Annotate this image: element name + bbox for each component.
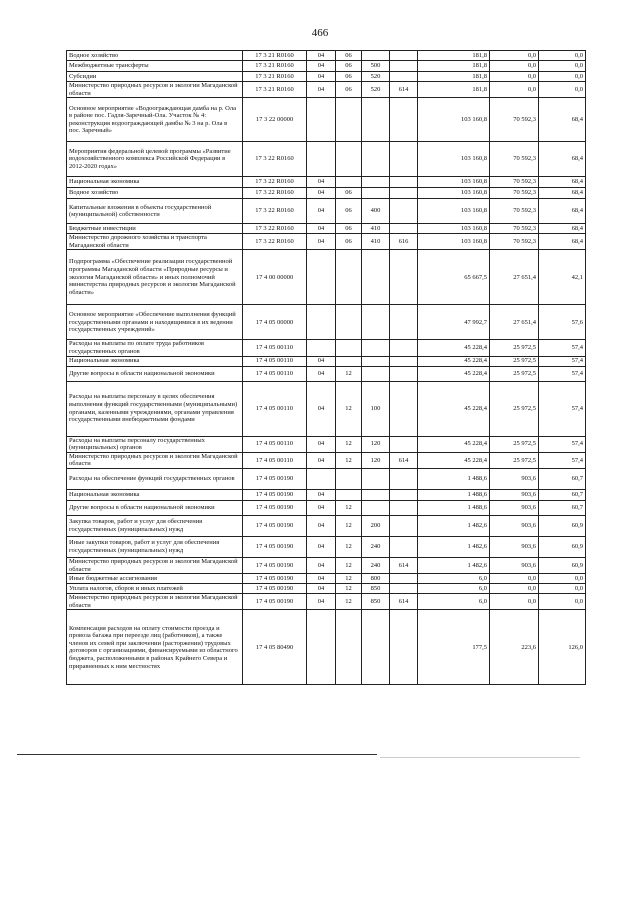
row-name-cell: Расходы на выплаты персоналу в целях обеспечения выполнения функций государственными (муниципальными) органами, казенными учреждениями, органами управления государственными внебюджетными фондами [67,381,243,436]
row-fact-cell: 25 972,5 [490,381,539,436]
row-code-cell: 17 3 22 R0160 [243,234,307,250]
row-section-cell [307,468,336,489]
row-code-cell: 17 4 05 00110 [243,366,307,381]
row-fact-cell: 70 592,3 [490,98,539,142]
row-subsection-cell: 12 [336,584,362,594]
table-row [67,515,586,536]
row-kvsr-cell [390,224,418,234]
row-plan-cell: 177,5 [418,610,490,685]
row-fact-cell: 903,6 [490,489,539,500]
row-subsection-cell [336,468,362,489]
row-kvsr-cell [390,468,418,489]
row-section-cell: 04 [307,224,336,234]
row-subsection-cell [336,489,362,500]
row-kvsr-cell [390,305,418,340]
row-name-cell: Министерство природных ресурсов и экологии Магаданской области [67,452,243,468]
row-code-cell: 17 3 22 R0160 [243,188,307,199]
row-section-cell: 04 [307,177,336,188]
row-percent-cell: 57,6 [539,305,586,340]
row-code-cell: 17 3 21 R0160 [243,72,307,82]
row-name-cell: Основное мероприятие «Обеспечение выполнения функций государственными органами и находящимися в их ведении государственных учреждений» [67,305,243,340]
row-percent-cell: 57,4 [539,381,586,436]
row-subsection-cell [336,610,362,685]
row-kvsr-cell [390,381,418,436]
row-code-cell: 17 3 22 R0160 [243,177,307,188]
row-percent-cell: 57,4 [539,366,586,381]
row-name-cell: Расходы на обеспечение функций государственных органов [67,468,243,489]
row-subsection-cell: 12 [336,594,362,610]
row-name-cell: Капитальные вложения в объекты государственной (муниципальной) собственности [67,199,243,224]
table-row [67,610,586,685]
row-name-cell: Расходы на выплаты по оплате труда работников государственных органов [67,340,243,356]
row-plan-cell: 1 482,6 [418,515,490,536]
table-row [67,594,586,610]
row-name-cell: Министерство природных ресурсов и экологии Магаданской области [67,594,243,610]
row-plan-cell: 1 482,6 [418,557,490,573]
row-plan-cell: 1 482,6 [418,536,490,557]
row-fact-cell: 0,0 [490,594,539,610]
row-kvsr-cell: 614 [390,82,418,98]
row-vr-cell [362,610,390,685]
row-kvsr-cell [390,199,418,224]
row-plan-cell: 6,0 [418,574,490,584]
row-kvsr-cell [390,188,418,199]
row-vr-cell: 850 [362,594,390,610]
row-plan-cell: 1 488,6 [418,489,490,500]
row-fact-cell: 0,0 [490,82,539,98]
row-fact-cell: 70 592,3 [490,188,539,199]
row-plan-cell: 6,0 [418,584,490,594]
table-row [67,436,586,452]
row-plan-cell: 45 228,4 [418,381,490,436]
row-subsection-cell: 06 [336,199,362,224]
row-percent-cell: 60,9 [539,536,586,557]
row-code-cell: 17 4 05 00110 [243,356,307,366]
row-plan-cell: 103 160,8 [418,177,490,188]
row-vr-cell [362,98,390,142]
row-section-cell [307,142,336,177]
row-plan-cell: 103 160,8 [418,224,490,234]
table-row [67,51,586,61]
row-subsection-cell: 06 [336,82,362,98]
row-plan-cell: 181,8 [418,72,490,82]
row-subsection-cell [336,98,362,142]
row-kvsr-cell [390,536,418,557]
row-kvsr-cell [390,61,418,72]
row-vr-cell: 400 [362,199,390,224]
row-code-cell: 17 3 21 R0160 [243,61,307,72]
row-section-cell: 04 [307,188,336,199]
row-vr-cell: 100 [362,381,390,436]
row-percent-cell: 57,4 [539,452,586,468]
row-section-cell: 04 [307,199,336,224]
table-row [67,199,586,224]
row-plan-cell: 6,0 [418,594,490,610]
row-subsection-cell [336,356,362,366]
row-vr-cell [362,188,390,199]
row-subsection-cell: 12 [336,557,362,573]
row-percent-cell: 0,0 [539,574,586,584]
row-name-cell: Министерство природных ресурсов и экологии Магаданской области [67,82,243,98]
table-row [67,381,586,436]
row-plan-cell: 181,8 [418,82,490,98]
row-vr-cell: 500 [362,61,390,72]
row-name-cell: Другие вопросы в области национальной экономики [67,366,243,381]
row-plan-cell: 103 160,8 [418,98,490,142]
row-fact-cell: 70 592,3 [490,224,539,234]
table-row [67,72,586,82]
row-code-cell: 17 4 00 00000 [243,250,307,305]
row-code-cell: 17 4 05 00190 [243,594,307,610]
row-vr-cell: 850 [362,584,390,594]
row-section-cell: 04 [307,489,336,500]
row-code-cell: 17 4 05 00190 [243,489,307,500]
row-section-cell: 04 [307,381,336,436]
row-fact-cell: 27 651,4 [490,250,539,305]
row-fact-cell: 903,6 [490,468,539,489]
row-plan-cell: 45 228,4 [418,436,490,452]
table-row [67,584,586,594]
row-vr-cell: 410 [362,234,390,250]
row-plan-cell: 103 160,8 [418,234,490,250]
row-vr-cell: 520 [362,82,390,98]
row-kvsr-cell: 614 [390,557,418,573]
row-name-cell: Водное хозяйство [67,188,243,199]
page-number: 466 [311,27,329,39]
row-percent-cell: 57,4 [539,356,586,366]
table-row [67,452,586,468]
row-subsection-cell: 12 [336,452,362,468]
row-section-cell: 04 [307,515,336,536]
row-subsection-cell: 12 [336,515,362,536]
row-plan-cell: 45 228,4 [418,340,490,356]
row-subsection-cell: 12 [336,381,362,436]
row-kvsr-cell [390,177,418,188]
row-code-cell: 17 3 21 R0160 [243,82,307,98]
row-percent-cell: 60,7 [539,500,586,515]
table-row [67,224,586,234]
row-fact-cell: 25 972,5 [490,340,539,356]
row-vr-cell [362,250,390,305]
row-percent-cell: 68,4 [539,224,586,234]
row-fact-cell: 0,0 [490,51,539,61]
row-name-cell: Национальная экономика [67,489,243,500]
row-code-cell: 17 4 05 00190 [243,557,307,573]
row-fact-cell: 70 592,3 [490,199,539,224]
row-plan-cell: 65 667,5 [418,250,490,305]
row-subsection-cell: 12 [336,436,362,452]
table-row [67,98,586,142]
row-plan-cell: 45 228,4 [418,356,490,366]
row-section-cell: 04 [307,356,336,366]
row-fact-cell: 903,6 [490,557,539,573]
row-fact-cell: 223,6 [490,610,539,685]
table-row [67,305,586,340]
row-kvsr-cell [390,98,418,142]
row-fact-cell: 25 972,5 [490,356,539,366]
row-name-cell: Министерство природных ресурсов и экологии Магаданской области [67,557,243,573]
row-fact-cell: 903,6 [490,536,539,557]
row-section-cell: 04 [307,61,336,72]
row-section-cell: 04 [307,536,336,557]
row-plan-cell: 103 160,8 [418,199,490,224]
table-row [67,142,586,177]
row-code-cell: 17 4 05 00190 [243,515,307,536]
row-kvsr-cell [390,142,418,177]
table-row [67,82,586,98]
row-code-cell: 17 3 22 00000 [243,98,307,142]
row-name-cell: Межбюджетные трансферты [67,61,243,72]
row-section-cell: 04 [307,82,336,98]
row-percent-cell: 57,4 [539,340,586,356]
row-vr-cell [362,177,390,188]
row-subsection-cell [336,250,362,305]
row-section-cell: 04 [307,234,336,250]
row-name-cell: Компенсация расходов на оплату стоимости проезда и провоза багажа при переезде лиц (работников), а также членов их семей при заключении (расторжении) трудовых договоров с организациями, финансируемыми из областного бюджета, расположенными в районах Крайнего Севера и приравненных к ним местностях [67,610,243,685]
row-percent-cell: 68,4 [539,199,586,224]
row-code-cell: 17 4 05 00190 [243,574,307,584]
row-fact-cell: 27 651,4 [490,305,539,340]
row-vr-cell [362,468,390,489]
row-subsection-cell: 12 [336,366,362,381]
row-percent-cell: 0,0 [539,51,586,61]
row-subsection-cell [336,305,362,340]
row-vr-cell: 120 [362,436,390,452]
table-row [67,177,586,188]
row-subsection-cell: 06 [336,72,362,82]
row-section-cell: 04 [307,51,336,61]
row-section-cell: 04 [307,366,336,381]
row-fact-cell: 25 972,5 [490,452,539,468]
row-subsection-cell: 06 [336,188,362,199]
row-percent-cell: 0,0 [539,584,586,594]
row-vr-cell [362,489,390,500]
row-kvsr-cell: 614 [390,452,418,468]
table-body [67,51,586,685]
row-code-cell: 17 4 05 00110 [243,436,307,452]
row-kvsr-cell [390,610,418,685]
row-section-cell: 04 [307,452,336,468]
row-percent-cell: 68,4 [539,188,586,199]
row-section-cell: 04 [307,557,336,573]
table-row [67,468,586,489]
row-section-cell: 04 [307,584,336,594]
row-subsection-cell [336,177,362,188]
row-kvsr-cell [390,489,418,500]
row-percent-cell: 68,4 [539,234,586,250]
row-name-cell: Расходы на выплаты персоналу государственных (муниципальных) органов [67,436,243,452]
table-row [67,188,586,199]
row-fact-cell: 70 592,3 [490,142,539,177]
row-subsection-cell [336,142,362,177]
row-name-cell: Мероприятия федеральной целевой программы «Развитие водохозяйственного комплекса Российской Федерации в 2012-2020 годах» [67,142,243,177]
row-section-cell: 04 [307,594,336,610]
footer-divider-faint [380,757,580,758]
table-row [67,500,586,515]
row-section-cell: 04 [307,436,336,452]
row-plan-cell: 103 160,8 [418,142,490,177]
row-fact-cell: 25 972,5 [490,436,539,452]
row-kvsr-cell [390,584,418,594]
row-percent-cell: 57,4 [539,436,586,452]
row-vr-cell: 120 [362,452,390,468]
row-subsection-cell [336,340,362,356]
row-percent-cell: 0,0 [539,82,586,98]
row-vr-cell: 240 [362,557,390,573]
row-kvsr-cell [390,72,418,82]
row-section-cell: 04 [307,500,336,515]
row-vr-cell [362,51,390,61]
row-fact-cell: 0,0 [490,61,539,72]
row-percent-cell: 42,1 [539,250,586,305]
row-vr-cell [362,356,390,366]
table-row [67,557,586,573]
row-kvsr-cell [390,366,418,381]
row-section-cell [307,340,336,356]
row-plan-cell: 103 160,8 [418,188,490,199]
row-subsection-cell: 06 [336,61,362,72]
row-code-cell: 17 3 22 R0160 [243,142,307,177]
row-kvsr-cell: 614 [390,594,418,610]
table-row [67,340,586,356]
row-subsection-cell: 12 [336,500,362,515]
row-fact-cell: 0,0 [490,574,539,584]
row-section-cell [307,305,336,340]
row-plan-cell: 1 488,6 [418,468,490,489]
row-section-cell [307,98,336,142]
row-name-cell: Министерство дорожного хозяйства и транспорта Магаданской области [67,234,243,250]
row-code-cell: 17 4 05 00110 [243,381,307,436]
row-percent-cell: 60,7 [539,489,586,500]
row-vr-cell: 800 [362,574,390,584]
row-vr-cell: 410 [362,224,390,234]
row-name-cell: Иные закупки товаров, работ и услуг для обеспечения государственных (муниципальных) нужд [67,536,243,557]
row-percent-cell: 60,9 [539,515,586,536]
row-kvsr-cell [390,250,418,305]
row-fact-cell: 70 592,3 [490,177,539,188]
row-name-cell: Иные бюджетные ассигнования [67,574,243,584]
table-row [67,234,586,250]
row-name-cell: Другие вопросы в области национальной экономики [67,500,243,515]
row-kvsr-cell [390,356,418,366]
row-kvsr-cell [390,515,418,536]
row-code-cell: 17 3 22 R0160 [243,199,307,224]
row-name-cell: Водное хозяйство [67,51,243,61]
row-code-cell: 17 4 05 00190 [243,536,307,557]
row-vr-cell [362,142,390,177]
row-vr-cell [362,305,390,340]
row-name-cell: Национальная экономика [67,356,243,366]
row-plan-cell: 1 488,6 [418,500,490,515]
row-percent-cell: 68,4 [539,98,586,142]
row-name-cell: Субсидии [67,72,243,82]
row-subsection-cell: 06 [336,224,362,234]
row-code-cell: 17 4 05 00190 [243,468,307,489]
row-percent-cell: 0,0 [539,61,586,72]
row-fact-cell: 0,0 [490,72,539,82]
row-kvsr-cell: 616 [390,234,418,250]
budget-table [66,50,586,685]
row-fact-cell: 903,6 [490,500,539,515]
row-code-cell: 17 4 05 00190 [243,584,307,594]
row-code-cell: 17 3 22 R0160 [243,224,307,234]
row-plan-cell: 181,8 [418,51,490,61]
row-percent-cell: 0,0 [539,594,586,610]
table-row [67,489,586,500]
row-plan-cell: 45 228,4 [418,366,490,381]
table-row [67,356,586,366]
row-kvsr-cell [390,500,418,515]
table-row [67,366,586,381]
row-percent-cell: 60,9 [539,557,586,573]
table-row [67,536,586,557]
row-code-cell: 17 3 21 R0160 [243,51,307,61]
row-code-cell: 17 4 05 00110 [243,340,307,356]
row-vr-cell: 200 [362,515,390,536]
row-plan-cell: 181,8 [418,61,490,72]
row-code-cell: 17 4 05 00000 [243,305,307,340]
row-name-cell: Подпрограмма «Обеспечение реализации государственной программы Магаданской области «Природные ресурсы и экология Магаданской области» и иных полномочий министерства природных ресурсов и экологии Магаданской области» [67,250,243,305]
row-fact-cell: 0,0 [490,584,539,594]
row-subsection-cell: 12 [336,574,362,584]
row-kvsr-cell [390,51,418,61]
row-plan-cell: 45 228,4 [418,452,490,468]
row-percent-cell: 0,0 [539,72,586,82]
row-percent-cell: 60,7 [539,468,586,489]
table-row [67,61,586,72]
row-vr-cell [362,366,390,381]
row-fact-cell: 25 972,5 [490,366,539,381]
table-row [67,250,586,305]
row-percent-cell: 68,4 [539,142,586,177]
row-section-cell [307,610,336,685]
row-fact-cell: 903,6 [490,515,539,536]
row-percent-cell: 126,0 [539,610,586,685]
row-name-cell: Бюджетные инвестиции [67,224,243,234]
row-name-cell: Основное мероприятие «Водоограждающая дамба на р. Ола в районе пос. Гадля-Заречный-Ола. Участок № 4: реконструкция водоограждающей дамбы № 3 на р. Ола в пос. Заречный» [67,98,243,142]
row-subsection-cell: 12 [336,536,362,557]
row-percent-cell: 68,4 [539,177,586,188]
row-section-cell: 04 [307,574,336,584]
row-code-cell: 17 4 05 80490 [243,610,307,685]
row-kvsr-cell [390,436,418,452]
row-kvsr-cell [390,574,418,584]
row-plan-cell: 47 992,7 [418,305,490,340]
row-vr-cell [362,340,390,356]
row-subsection-cell: 06 [336,51,362,61]
footer-divider [17,754,377,755]
row-kvsr-cell [390,340,418,356]
row-section-cell [307,250,336,305]
row-section-cell: 04 [307,72,336,82]
row-subsection-cell: 06 [336,234,362,250]
row-name-cell: Уплата налогов, сборов и иных платежей [67,584,243,594]
row-code-cell: 17 4 05 00190 [243,500,307,515]
row-fact-cell: 70 592,3 [490,234,539,250]
row-vr-cell [362,500,390,515]
row-vr-cell: 520 [362,72,390,82]
row-name-cell: Национальная экономика [67,177,243,188]
row-name-cell: Закупка товаров, работ и услуг для обеспечения государственных (муниципальных) нужд [67,515,243,536]
table-row [67,574,586,584]
row-code-cell: 17 4 05 00110 [243,452,307,468]
row-vr-cell: 240 [362,536,390,557]
